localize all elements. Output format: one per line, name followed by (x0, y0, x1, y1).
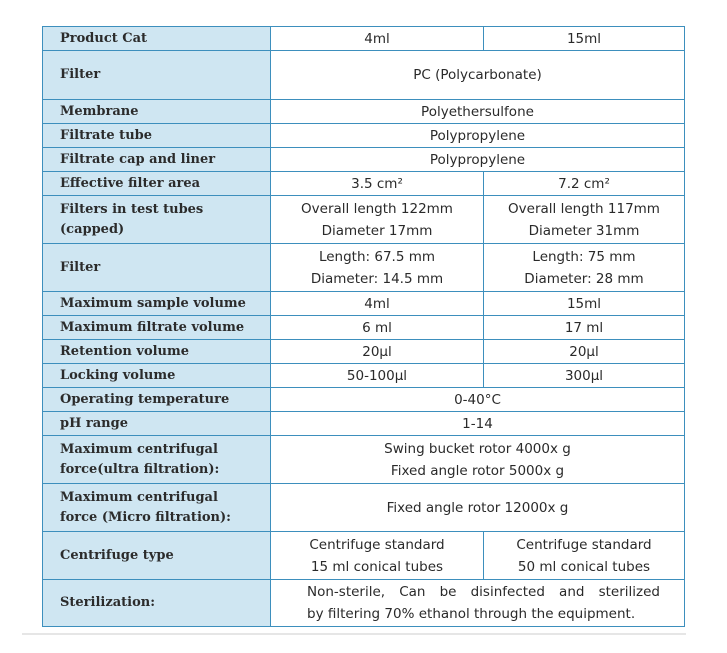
row-label: Filter (43, 244, 271, 292)
table-row (43, 124, 685, 148)
table-row (43, 580, 685, 627)
cell-shared (271, 436, 685, 484)
cell-shared: Polyethersulfone (271, 100, 685, 124)
cell-line: Diameter: 14.5 mm (310, 270, 444, 287)
cell-line: Centrifuge standard (516, 536, 652, 553)
cell-4ml (271, 244, 484, 292)
row-label: Membrane (43, 100, 271, 124)
cell-line: Diameter 17mm (321, 222, 433, 239)
cell-line: Fixed angle rotor 5000x g (390, 462, 565, 479)
spec-table (42, 26, 685, 627)
row-label-line: Maximum centrifugal (60, 441, 218, 457)
cell-4ml (271, 196, 484, 244)
cell-15ml: 300μl (484, 364, 685, 388)
table-row (43, 196, 685, 244)
table-row (43, 148, 685, 172)
cell-line: Length: 75 mm (532, 248, 636, 265)
cell-15ml: 20μl (484, 340, 685, 364)
cell-line: Length: 67.5 mm (318, 248, 436, 265)
table-row (43, 412, 685, 436)
row-label: Filter (43, 51, 271, 100)
cell-4ml (271, 532, 484, 580)
row-label (43, 436, 271, 484)
table-row (43, 484, 685, 532)
row-label-line: Maximum centrifugal (60, 489, 218, 505)
cell-shared: 1-14 (271, 412, 685, 436)
row-label: Locking volume (43, 364, 271, 388)
cell-4ml: 6 ml (271, 316, 484, 340)
table-row (43, 532, 685, 580)
row-label: Filtrate cap and liner (43, 148, 271, 172)
cell-shared: 0-40°C (271, 388, 685, 412)
bottom-divider (22, 633, 686, 635)
table-row (43, 27, 685, 51)
row-label-line: force (Micro filtration): (60, 509, 231, 525)
cell-shared: Polypropylene (271, 124, 685, 148)
cell-line: Non-sterile, Can be disinfected and sterilized (307, 584, 660, 600)
cell-15ml: 15ml (484, 292, 685, 316)
cell-line: 15 ml conical tubes (310, 558, 444, 575)
table-row (43, 436, 685, 484)
table-row (43, 292, 685, 316)
row-label: Effective filter area (43, 172, 271, 196)
cell-line: Diameter: 28 mm (524, 270, 644, 287)
cell-line: Centrifuge standard (309, 536, 445, 553)
row-label: Centrifuge type (43, 532, 271, 580)
cell-4ml: 20μl (271, 340, 484, 364)
row-label: pH range (43, 412, 271, 436)
cell-15ml: 17 ml (484, 316, 685, 340)
row-label (43, 196, 271, 244)
table-row (43, 340, 685, 364)
table-row (43, 388, 685, 412)
cell-15ml: 15ml (484, 27, 685, 51)
cell-shared: Polypropylene (271, 148, 685, 172)
cell-line: Diameter 31mm (528, 222, 640, 239)
table-row (43, 244, 685, 292)
cell-line: Swing bucket rotor 4000x g (384, 440, 571, 457)
cell-15ml (484, 244, 685, 292)
row-label: Maximum filtrate volume (43, 316, 271, 340)
row-label: Sterilization: (43, 580, 271, 627)
table-row (43, 100, 685, 124)
cell-shared (271, 580, 685, 627)
row-label: Filtrate tube (43, 124, 271, 148)
row-label-line: Filters in test tubes (60, 201, 204, 217)
row-label: Maximum sample volume (43, 292, 271, 316)
cell-15ml (484, 532, 685, 580)
cell-4ml: 50-100μl (271, 364, 484, 388)
cell-15ml: 7.2 cm² (484, 172, 685, 196)
table-row (43, 172, 685, 196)
table-row (43, 316, 685, 340)
table-row (43, 51, 685, 100)
cell-shared: PC (Polycarbonate) (271, 51, 685, 100)
cell-line: Overall length 122mm (301, 200, 453, 217)
row-label-line: force(ultra filtration): (60, 461, 220, 477)
table-row (43, 364, 685, 388)
row-label-line: (capped) (60, 221, 125, 237)
cell-line: 50 ml conical tubes (517, 558, 651, 575)
cell-shared: Fixed angle rotor 12000x g (271, 484, 685, 532)
cell-line: Overall length 117mm (508, 200, 660, 217)
cell-15ml (484, 196, 685, 244)
cell-line: by filtering 70% ethanol through the equipment. (307, 606, 636, 622)
row-label (43, 484, 271, 532)
cell-4ml: 3.5 cm² (271, 172, 484, 196)
cell-4ml: 4ml (271, 27, 484, 51)
cell-4ml: 4ml (271, 292, 484, 316)
row-label: Operating temperature (43, 388, 271, 412)
row-label: Retention volume (43, 340, 271, 364)
row-label: Product Cat (43, 27, 271, 51)
